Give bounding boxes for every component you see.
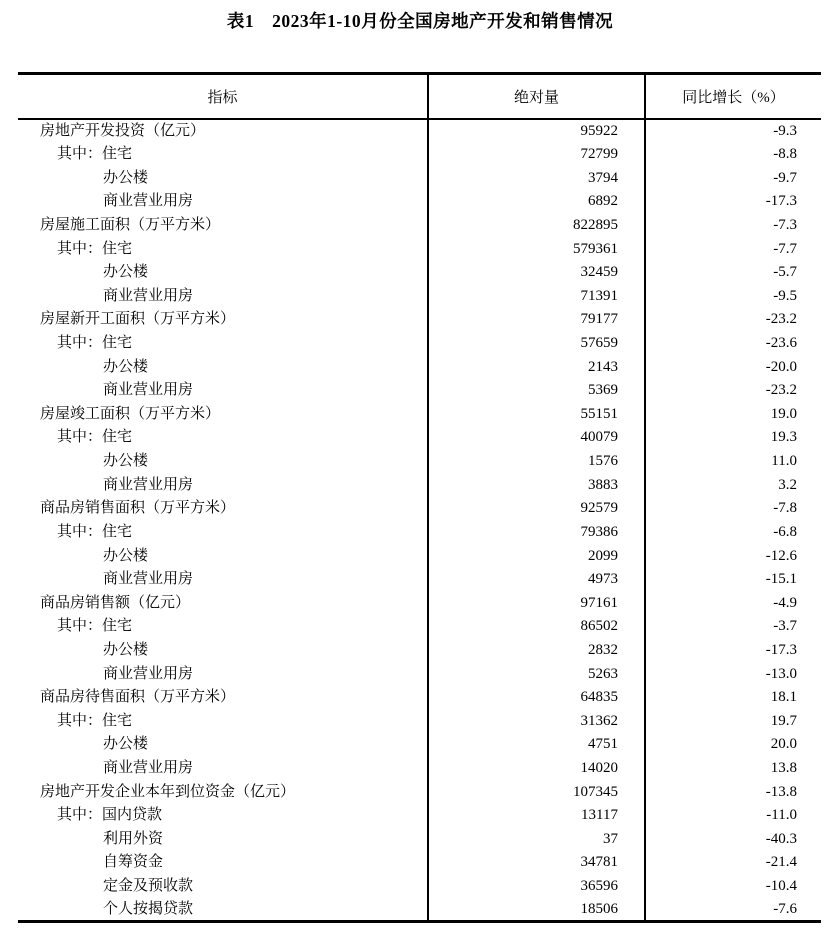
row-indicator: 商业营业用房 <box>103 571 194 588</box>
row-absolute-value: 31362 <box>428 709 645 733</box>
table-row <box>18 402 821 426</box>
row-growth-value: -9.7 <box>645 166 821 190</box>
table-row <box>18 638 821 662</box>
row-growth-value: 3.2 <box>645 473 821 497</box>
row-growth-value: -9.3 <box>645 119 821 143</box>
row-indicator: 其中：住宅 <box>57 712 133 729</box>
table-row <box>18 733 821 757</box>
row-indicator: 其中：国内贷款 <box>57 807 163 824</box>
table-row <box>18 875 821 899</box>
row-indicator: 定金及预收款 <box>103 878 194 895</box>
row-absolute-value: 55151 <box>428 402 645 426</box>
row-growth-value: 19.0 <box>645 402 821 426</box>
row-growth-value: -20.0 <box>645 355 821 379</box>
table-row <box>18 851 821 875</box>
table-row <box>18 544 821 568</box>
row-growth-value: -17.3 <box>645 638 821 662</box>
table-row <box>18 709 821 733</box>
row-absolute-value: 13117 <box>428 804 645 828</box>
row-indicator: 利用外资 <box>103 830 164 847</box>
row-absolute-value: 14020 <box>428 756 645 780</box>
table-row <box>18 520 821 544</box>
table-row <box>18 119 821 143</box>
row-growth-value: -9.5 <box>645 284 821 308</box>
row-absolute-value: 34781 <box>428 851 645 875</box>
row-growth-value: -13.8 <box>645 780 821 804</box>
row-absolute-value: 579361 <box>428 237 645 261</box>
row-indicator: 商业营业用房 <box>103 382 194 399</box>
col-header-indicator: 指标 <box>18 74 428 120</box>
row-absolute-value: 79386 <box>428 520 645 544</box>
row-indicator: 办公楼 <box>103 453 149 470</box>
row-growth-value: -23.2 <box>645 379 821 403</box>
row-absolute-value: 71391 <box>428 284 645 308</box>
table-row <box>18 686 821 710</box>
row-indicator: 办公楼 <box>103 169 149 186</box>
table-row <box>18 615 821 639</box>
row-growth-value: -3.7 <box>645 615 821 639</box>
row-absolute-value: 95922 <box>428 119 645 143</box>
table-row <box>18 568 821 592</box>
row-growth-value: 19.3 <box>645 426 821 450</box>
row-indicator: 房地产开发投资（亿元） <box>40 123 206 140</box>
table-row <box>18 591 821 615</box>
table-row <box>18 166 821 190</box>
row-absolute-value: 86502 <box>428 615 645 639</box>
table-container <box>18 72 821 923</box>
table-header-row <box>18 74 821 120</box>
table-row <box>18 308 821 332</box>
row-indicator: 房屋新开工面积（万平方米） <box>40 311 236 328</box>
row-indicator: 商业营业用房 <box>103 287 194 304</box>
row-indicator: 商业营业用房 <box>103 760 194 776</box>
row-absolute-value: 5369 <box>428 379 645 403</box>
row-indicator: 房屋竣工面积（万平方米） <box>40 405 221 422</box>
row-growth-value: -10.4 <box>645 875 821 899</box>
row-indicator: 个人按揭贷款 <box>103 900 194 917</box>
table-row <box>18 379 821 403</box>
row-indicator: 房屋施工面积（万平方米） <box>40 216 221 233</box>
row-absolute-value: 36596 <box>428 875 645 899</box>
row-absolute-value: 6892 <box>428 190 645 214</box>
row-indicator: 其中：住宅 <box>57 523 133 540</box>
row-indicator: 办公楼 <box>103 358 149 375</box>
row-absolute-value: 107345 <box>428 780 645 804</box>
row-growth-value: -23.2 <box>645 308 821 332</box>
row-absolute-value: 97161 <box>428 591 645 615</box>
table-row <box>18 143 821 167</box>
row-growth-value: -7.3 <box>645 213 821 237</box>
row-indicator: 房地产开发企业本年到位资金（亿元） <box>40 783 296 800</box>
page-title: 表1 2023年1-10月份全国房地产开发和销售情况 <box>226 11 614 31</box>
row-indicator: 办公楼 <box>103 736 149 753</box>
table-row <box>18 426 821 450</box>
table-row <box>18 473 821 497</box>
row-absolute-value: 57659 <box>428 331 645 355</box>
row-absolute-value: 72799 <box>428 143 645 167</box>
row-indicator: 自筹资金 <box>103 854 164 871</box>
row-growth-value: 20.0 <box>645 733 821 757</box>
table-row <box>18 261 821 285</box>
table-row <box>18 284 821 308</box>
row-growth-value: -7.7 <box>645 237 821 261</box>
table-row <box>18 898 821 922</box>
row-absolute-value: 5263 <box>428 662 645 686</box>
row-absolute-value: 37 <box>428 827 645 851</box>
row-growth-value: -23.6 <box>645 331 821 355</box>
row-absolute-value: 79177 <box>428 308 645 332</box>
row-growth-value: -12.6 <box>645 544 821 568</box>
table-row <box>18 756 821 780</box>
row-growth-value: -21.4 <box>645 851 821 875</box>
row-growth-value: -17.3 <box>645 190 821 214</box>
table-body <box>18 119 821 922</box>
row-indicator: 其中：住宅 <box>57 240 133 257</box>
row-indicator: 商品房销售额（亿元） <box>40 594 191 611</box>
row-indicator: 办公楼 <box>103 264 149 281</box>
table-row <box>18 450 821 474</box>
row-indicator: 商品房待售面积（万平方米） <box>40 689 236 706</box>
row-indicator: 商业营业用房 <box>103 665 194 682</box>
row-indicator: 办公楼 <box>103 547 149 564</box>
row-absolute-value: 40079 <box>428 426 645 450</box>
row-growth-value: -13.0 <box>645 662 821 686</box>
row-absolute-value: 32459 <box>428 261 645 285</box>
row-growth-value: -15.1 <box>645 568 821 592</box>
row-absolute-value: 2832 <box>428 638 645 662</box>
row-absolute-value: 3794 <box>428 166 645 190</box>
table-row <box>18 213 821 237</box>
row-absolute-value: 2143 <box>428 355 645 379</box>
row-absolute-value: 18506 <box>428 898 645 922</box>
row-absolute-value: 1576 <box>428 450 645 474</box>
table-row <box>18 331 821 355</box>
row-growth-value: -6.8 <box>645 520 821 544</box>
row-absolute-value: 4751 <box>428 733 645 757</box>
row-growth-value: 13.8 <box>645 756 821 780</box>
row-absolute-value: 2099 <box>428 544 645 568</box>
row-indicator: 商业营业用房 <box>103 193 194 210</box>
row-growth-value: -7.8 <box>645 497 821 521</box>
row-growth-value: -5.7 <box>645 261 821 285</box>
row-growth-value: 18.1 <box>645 686 821 710</box>
row-growth-value: -4.9 <box>645 591 821 615</box>
row-growth-value: -40.3 <box>645 827 821 851</box>
table-row <box>18 804 821 828</box>
row-growth-value: -11.0 <box>645 804 821 828</box>
row-absolute-value: 64835 <box>428 686 645 710</box>
row-absolute-value: 4973 <box>428 568 645 592</box>
row-indicator: 商品房销售面积（万平方米） <box>40 500 236 517</box>
table-row <box>18 662 821 686</box>
row-absolute-value: 92579 <box>428 497 645 521</box>
stats-table <box>18 72 821 923</box>
row-indicator: 其中：住宅 <box>57 618 133 635</box>
col-header-absolute: 绝对量 <box>428 74 645 120</box>
table-row <box>18 780 821 804</box>
row-indicator: 商业营业用房 <box>103 476 194 493</box>
row-growth-value: 11.0 <box>645 450 821 474</box>
table-row <box>18 827 821 851</box>
row-growth-value: -8.8 <box>645 143 821 167</box>
table-row <box>18 237 821 261</box>
col-header-growth: 同比增长（%） <box>645 74 821 120</box>
row-indicator: 办公楼 <box>103 641 149 658</box>
row-indicator: 其中：住宅 <box>57 429 133 446</box>
row-absolute-value: 822895 <box>428 213 645 237</box>
table-row <box>18 497 821 521</box>
table-row <box>18 355 821 379</box>
row-indicator: 其中：住宅 <box>57 335 133 352</box>
row-growth-value: 19.7 <box>645 709 821 733</box>
row-indicator: 其中：住宅 <box>57 146 133 163</box>
table-row <box>18 190 821 214</box>
row-absolute-value: 3883 <box>428 473 645 497</box>
row-growth-value: -7.6 <box>645 898 821 922</box>
